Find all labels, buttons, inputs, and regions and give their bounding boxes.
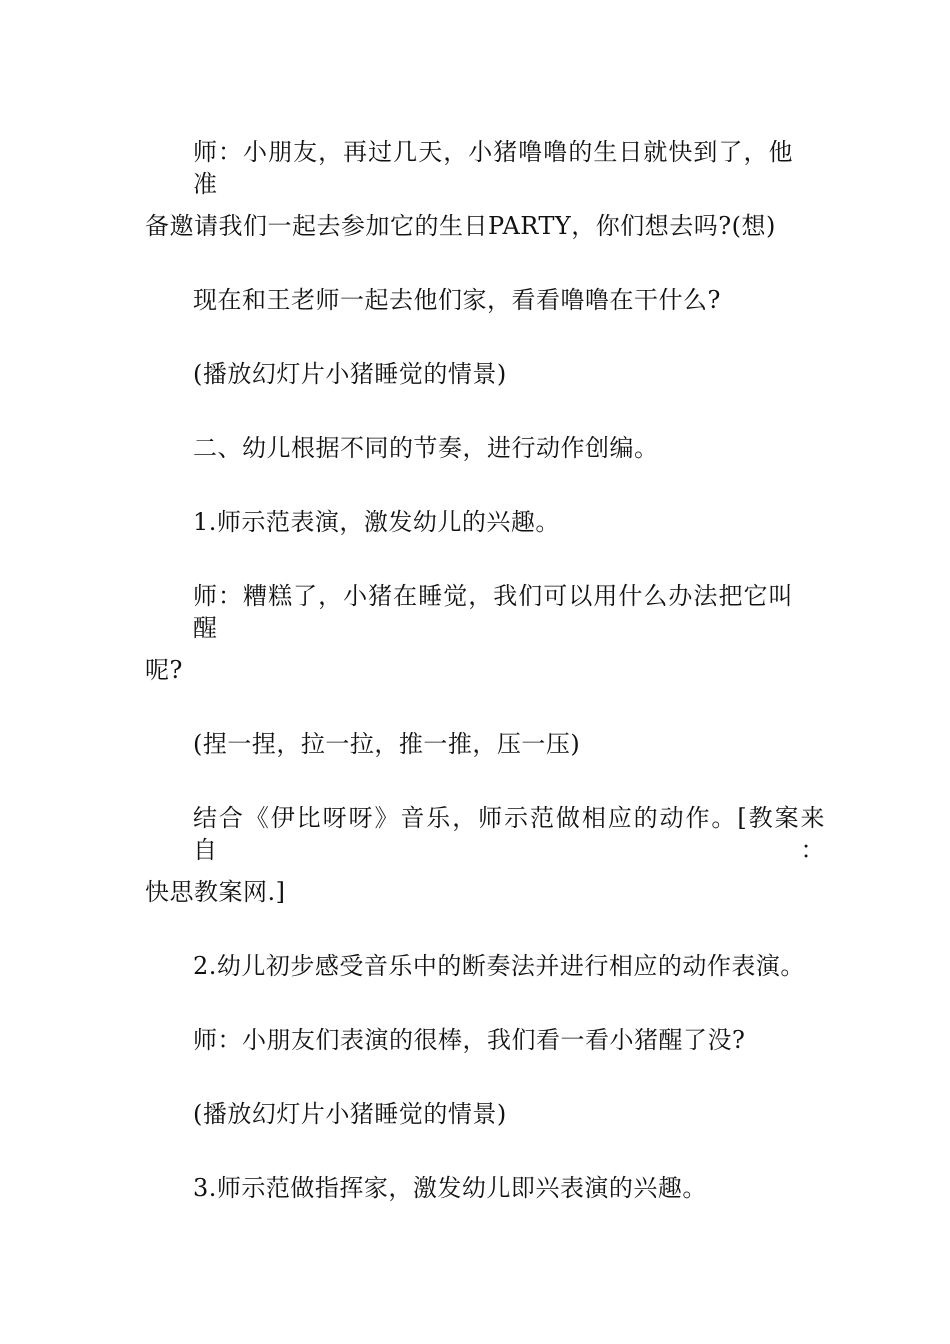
paragraph-line: 备邀请我们一起去参加它的生日PARTY，你们想去吗?(想) (145, 212, 776, 240)
paragraph-line: 现在和王老师一起去他们家，看看噜噜在干什么? (193, 286, 721, 314)
section-heading: 二、幼儿根据不同的节奏，进行动作创编。 (193, 434, 659, 462)
paragraph-line: (捏一捏，拉一拉，推一推，压一压) (193, 730, 581, 758)
paragraph-line: (播放幻灯片小猪睡觉的情景) (193, 1100, 507, 1128)
paragraph-line: 1.师示范表演，激发幼儿的兴趣。 (193, 508, 560, 536)
paragraph-line: 2.幼儿初步感受音乐中的断奏法并进行相应的动作表演。 (193, 952, 805, 980)
paragraph-line: (播放幻灯片小猪睡觉的情景) (193, 360, 507, 388)
paragraph-line: 师：小朋友们表演的很棒，我们看一看小猪醒了没? (193, 1026, 746, 1054)
paragraph-line: 师：糟糕了，小猪在睡觉，我们可以用什么办法把它叫醒 (193, 582, 793, 642)
paragraph-line: 3.师示范做指挥家，激发幼儿即兴表演的兴趣。 (193, 1174, 707, 1202)
paragraph-line: 结合《伊比呀呀》音乐，师示范做相应的动作。[教案来自： (193, 804, 825, 864)
paragraph-line: 呢? (145, 656, 183, 684)
paragraph-line: 快思教案网.] (145, 878, 286, 906)
paragraph-line: 师：小朋友，再过几天，小猪噜噜的生日就快到了，他准 (193, 138, 793, 198)
